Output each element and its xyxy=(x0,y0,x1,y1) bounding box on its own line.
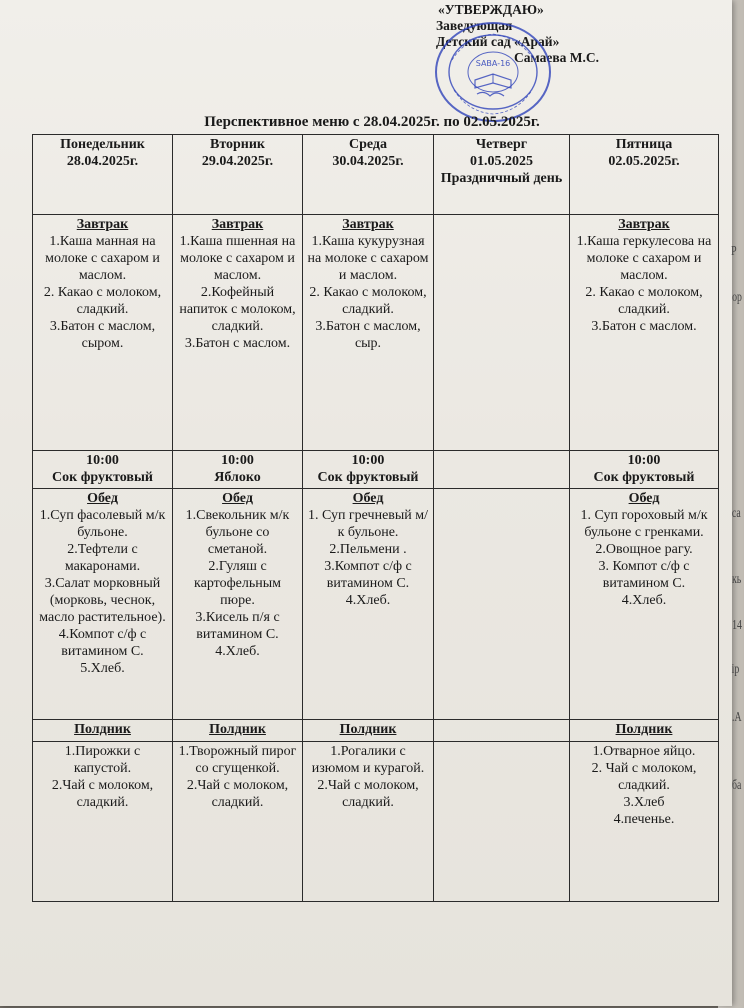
approval-heading: «УТВЕРЖДАЮ» xyxy=(438,2,544,17)
meal-heading: Завтрак xyxy=(211,217,264,232)
menu-item: 1.Творожный пирог со сгущенкой. xyxy=(178,744,297,776)
menu-item: 1. Суп гречневый м/к бульоне. xyxy=(307,508,429,540)
day-header-cell xyxy=(303,135,434,215)
meal-heading: Полдник xyxy=(339,722,397,737)
day-name: Вторник xyxy=(209,137,265,152)
menu-table xyxy=(32,134,719,902)
afternoon-label-row xyxy=(33,720,719,742)
menu-item: 2.Чай с молоком, сладкий. xyxy=(317,778,419,810)
day-name: Среда xyxy=(348,137,387,152)
lunch-cell xyxy=(434,489,570,720)
menu-item: 1.Свекольник м/к бульоне со сметаной. xyxy=(185,508,290,557)
breakfast-cell xyxy=(303,215,434,451)
day-note: Праздничный день xyxy=(440,171,563,186)
menu-item: 3.Батон с маслом. xyxy=(591,319,697,334)
edge-artifact: кь xyxy=(731,572,742,587)
day-header-cell xyxy=(173,135,303,215)
menu-item: 2. Чай с молоком, сладкий. xyxy=(591,761,697,793)
afternoon-row xyxy=(33,742,719,902)
lunch-cell xyxy=(33,489,173,720)
afternoon-label-cell xyxy=(303,720,434,742)
snack-cell xyxy=(173,451,303,489)
menu-item: 3.Батон с маслом. xyxy=(184,336,291,351)
approval-position: Заведующая xyxy=(436,18,513,33)
snack-row xyxy=(33,451,719,489)
meal-heading: Обед xyxy=(222,491,253,506)
edge-artifact: .А xyxy=(732,710,742,725)
day-name: Четверг xyxy=(475,137,528,152)
breakfast-cell xyxy=(434,215,570,451)
menu-item: 2.Гуляш с картофельным пюре. xyxy=(194,559,281,608)
snack-item: Сок фруктовый xyxy=(52,470,153,485)
breakfast-row xyxy=(33,215,719,451)
snack-cell xyxy=(434,451,570,489)
afternoon-cell xyxy=(570,742,719,902)
snack-time: 10:00 xyxy=(86,453,119,468)
stamp-center-text: SABA-16 xyxy=(475,59,511,68)
menu-item: 1.Каша кукурузная на молоке с сахаром и маслом. xyxy=(307,234,429,283)
menu-item: 2.Пельмени . xyxy=(329,542,407,557)
menu-item: 3.Батон с маслом, сыром. xyxy=(49,319,156,351)
snack-cell xyxy=(570,451,719,489)
day-date: 30.04.2025г. xyxy=(332,154,404,169)
day-header-cell xyxy=(33,135,173,215)
day-date: 02.05.2025г. xyxy=(608,154,680,169)
edge-artifact: Р xyxy=(731,244,737,259)
meal-heading: Завтрак xyxy=(342,217,394,232)
menu-item: 2.Тефтели с макаронами. xyxy=(64,542,141,574)
afternoon-cell xyxy=(33,742,173,902)
round-stamp xyxy=(432,20,554,124)
edge-artifact: 14 xyxy=(732,618,742,633)
snack-item: Яблоко xyxy=(214,470,261,485)
menu-item: 1. Суп гороховый м/к бульоне с гренками. xyxy=(580,508,708,540)
breakfast-cell xyxy=(33,215,173,451)
snack-item: Сок фруктовый xyxy=(593,470,695,485)
menu-item: 4.Компот с/ф с витамином С. xyxy=(58,627,147,659)
day-header-cell xyxy=(570,135,719,215)
menu-item: 3.Салат морковный (морковь, чеснок, масло растительное). xyxy=(39,576,166,625)
day-date: 28.04.2025г. xyxy=(66,154,139,169)
menu-item: 5.Хлеб. xyxy=(80,661,125,676)
snack-item: Сок фруктовый xyxy=(317,470,419,485)
afternoon-label-cell xyxy=(570,720,719,742)
menu-item: 4.печенье. xyxy=(613,812,675,827)
menu-item: 2. Какао с молоком, сладкий. xyxy=(43,285,162,317)
menu-item: 3.Батон с маслом, сыр. xyxy=(315,319,421,351)
afternoon-label-cell xyxy=(434,720,570,742)
afternoon-label-cell xyxy=(33,720,173,742)
menu-item: 4.Хлеб. xyxy=(345,593,391,608)
day-name: Понедельник xyxy=(60,137,145,152)
snack-cell xyxy=(33,451,173,489)
menu-item: 4.Хлеб. xyxy=(215,644,260,659)
menu-item: 3.Хлеб xyxy=(623,795,665,810)
afternoon-cell xyxy=(434,742,570,902)
menu-item: 1.Пирожки с капустой. xyxy=(64,744,141,776)
lunch-cell xyxy=(303,489,434,720)
menu-item: 3.Кисель п/я с витамином С. xyxy=(195,610,280,642)
breakfast-cell xyxy=(173,215,303,451)
meal-heading: Полдник xyxy=(209,722,266,737)
meal-heading: Завтрак xyxy=(618,217,670,232)
afternoon-cell xyxy=(173,742,303,902)
snack-time: 10:00 xyxy=(627,453,661,468)
menu-item: 1.Каша геркулесова на молоке с сахаром и маслом. xyxy=(576,234,712,283)
edge-artifact: ба xyxy=(732,778,742,793)
meal-heading: Полдник xyxy=(74,722,131,737)
afternoon-cell xyxy=(303,742,434,902)
approval-signatory: Самаева М.С. xyxy=(514,50,600,65)
lunch-cell xyxy=(570,489,719,720)
meal-heading: Обед xyxy=(87,491,118,506)
menu-item: 1.Суп фасолевый м/к бульоне. xyxy=(39,508,166,540)
menu-item: 1.Каша манная на молоке с сахаром и маслом. xyxy=(45,234,160,283)
menu-item: 2. Какао с молоком, сладкий. xyxy=(309,285,427,317)
day-date: 29.04.2025г. xyxy=(201,154,274,169)
day-name: Пятница xyxy=(615,137,673,152)
day-date: 01.05.2025 xyxy=(470,154,533,169)
menu-item: 2.Кофейный напиток с молоком, сладкий. xyxy=(179,285,296,334)
menu-item: 2. Какао с молоком, сладкий. xyxy=(585,285,703,317)
snack-cell xyxy=(303,451,434,489)
edge-artifact: ор xyxy=(732,290,742,305)
menu-item: 2.Чай с молоком, сладкий. xyxy=(51,778,154,810)
breakfast-cell xyxy=(570,215,719,451)
day-header-row xyxy=(33,135,719,215)
page-title: Перспективное меню с 28.04.2025г. по 02.05.2025г. xyxy=(204,114,540,130)
edge-artifact: ір xyxy=(731,662,740,677)
meal-heading: Завтрак xyxy=(76,217,129,232)
day-header-cell xyxy=(434,135,570,215)
menu-item: 2.Овощное рагу. xyxy=(595,542,693,557)
menu-item: 1.Рогалики с изюмом и курагой. xyxy=(311,744,425,776)
menu-item: 2.Чай с молоком, сладкий. xyxy=(186,778,289,810)
meal-heading: Обед xyxy=(628,491,660,506)
lunch-row xyxy=(33,489,719,720)
snack-time: 10:00 xyxy=(221,453,254,468)
meal-heading: Полдник xyxy=(615,722,673,737)
edge-artifact: са xyxy=(731,506,741,521)
menu-item: 4.Хлеб. xyxy=(621,593,667,608)
lunch-cell xyxy=(173,489,303,720)
menu-item: 1.Отварное яйцо. xyxy=(592,744,696,759)
approval-organization: Детский сад «Арай» xyxy=(436,34,560,49)
afternoon-label-cell xyxy=(173,720,303,742)
menu-item: 1.Каша пшенная на молоке с сахаром и маслом. xyxy=(179,234,296,283)
menu-item: 3. Компот с/ф с витамином С. xyxy=(598,559,690,591)
meal-heading: Обед xyxy=(352,491,384,506)
menu-item: 3.Компот с/ф с витамином С. xyxy=(324,559,412,591)
snack-time: 10:00 xyxy=(351,453,385,468)
